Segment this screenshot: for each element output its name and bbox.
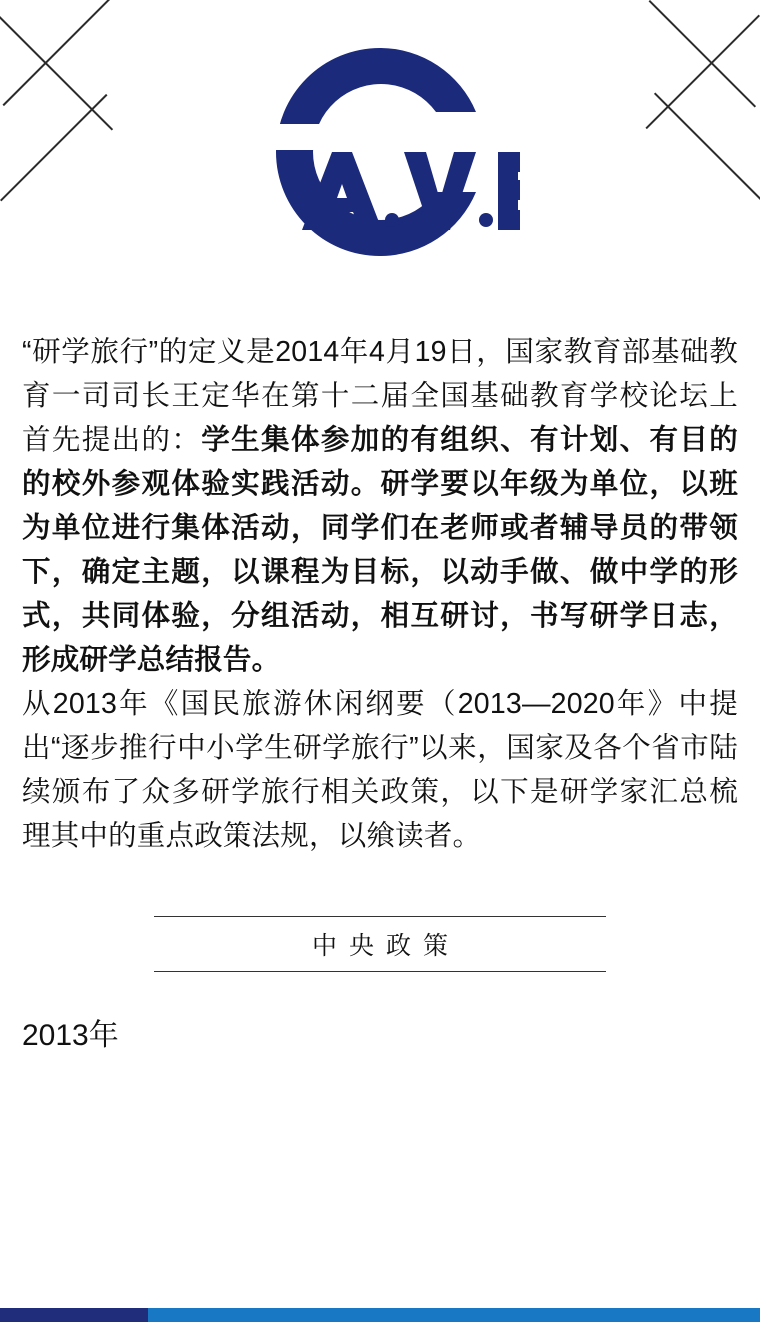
header-banner bbox=[0, 0, 760, 330]
paragraph-policy-intro: 从2013年《国民旅游休闲纲要（2013—2020年》中提出“逐步推行中小学生研学旅行”以来，国家及各个省市陆续颁布了众多研学旅行相关政策，以下是研学家汇总梳理其中的重点政策法规，以飨读者。 bbox=[22, 688, 738, 852]
section-header bbox=[22, 916, 738, 972]
article-body bbox=[0, 330, 760, 972]
year-label: 2013年 bbox=[22, 1019, 119, 1052]
section-header-box bbox=[154, 916, 606, 972]
footer-bar-left bbox=[0, 1308, 148, 1322]
footer-bar-right bbox=[148, 1308, 760, 1322]
footer-bars bbox=[0, 1308, 760, 1322]
ave-logo-icon bbox=[240, 40, 520, 280]
logo-container bbox=[0, 40, 760, 280]
section-title: 中央政策 bbox=[311, 932, 460, 960]
paragraph-bold-text: 学生集体参加的有组织、有计划、有目的的校外参观体验实践活动。研学要以年级为单位，以班为单位进行集体活动，同学们在老师或者辅导员的带领下，确定主题，以课程为目标，以动手做、做中学的形式，共同体验，分组活动，相互研讨，书写研学日志，形成研学总结报告。 bbox=[22, 424, 738, 676]
paragraph-lead-text: “研学旅行”的定义是2014年4月19日，国家教育部基础教育一司司长王定华在第十二届全国基础教育学校论坛上首先提出的： bbox=[22, 336, 738, 456]
paragraph-definition bbox=[22, 330, 738, 682]
